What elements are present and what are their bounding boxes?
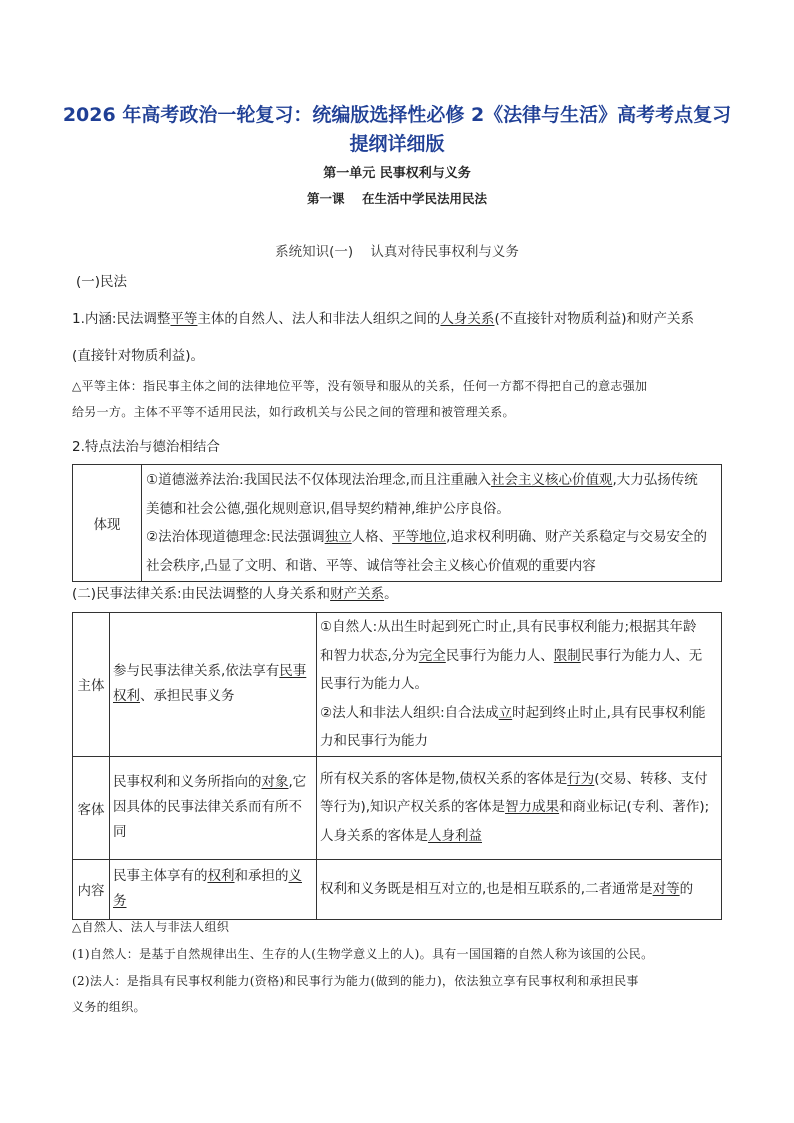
subject-description: 参与民事法律关系,依法享有民事权利、承担民事义务 xyxy=(110,613,317,757)
features-line: ①道德滋养法治:我国民法不仅体现法治理念,而且注重融入社会主义核心价值观,大力弘扬传统 xyxy=(146,472,698,488)
unit-heading: 第一单元 民事权利与义务 xyxy=(323,166,471,181)
lesson-heading: 第一课 在生活中学民法用民法 xyxy=(307,191,487,206)
table-label-embody: 体现 xyxy=(73,465,142,582)
doc-title-line1: 2026 年高考政治一轮复习：统编版选择性必修 2《法律与生活》高考考点复习 xyxy=(62,104,732,126)
civil-relations-table xyxy=(72,612,722,920)
subject-details xyxy=(317,613,722,757)
features-line: 美德和社会公德,强化规则意识,倡导契约精神,维护公序良俗。 xyxy=(146,500,510,517)
note-equal-subject-line1: △平等主体：指民事主体之间的法律地位平等，没有领导和服从的关系，任何一方都不得把自己的意志强加 xyxy=(72,379,648,393)
detail-line: 和智力状态,分为完全民事行为能力人、限制民事行为能力人、无 xyxy=(320,647,703,664)
paragraph-definition: 1.内涵:民法调整平等主体的自然人、法人和非法人组织之间的人身关系(不直接针对物质利益)和财产关系 xyxy=(72,311,694,327)
note-legal-person: (2)法人：是指具有民事权利能力(资格)和民事行为能力(做到的能力)，依法独立享有民事权利和承担民事 xyxy=(72,974,639,988)
section-civil-relations: (二)民事法律关系:由民法调整的人身关系和财产关系。 xyxy=(72,586,398,602)
detail-line: ①自然人:从出生时起到死亡时止,具有民事权利能力;根据其年龄 xyxy=(320,619,697,635)
object-description: 民事权利和义务所指向的对象,它因具体的民事法律关系而有所不同 xyxy=(110,756,317,859)
note-equal-subject-line2: 给另一方。主体不平等不适用民法，如行政机关与公民之间的管理和被管理关系。 xyxy=(72,405,515,419)
detail-line: 人身关系的客体是人身利益 xyxy=(320,827,482,844)
note-legal-person-cont: 义务的组织。 xyxy=(72,1000,146,1014)
note-natural-person: (1)自然人：是基于自然规律出生、生存的人(生物学意义上的人)。具有一国国籍的自然人称为该国的公民。 xyxy=(72,947,654,961)
section-civil-law: (一)民法 xyxy=(76,274,128,290)
row-label-content: 内容 xyxy=(73,859,110,919)
detail-line: 民事行为能力人。 xyxy=(320,676,428,692)
detail-line: ②法人和非法人组织:自合法成立时起到终止时止,具有民事权利能 xyxy=(320,704,706,721)
content-details: 权利和义务既是相互对立的,也是相互联系的,二者通常是对等的 xyxy=(317,859,722,919)
object-details xyxy=(317,756,722,859)
detail-line: 力和民事行为能力 xyxy=(320,733,428,749)
paragraph-features: 2.特点法治与德治相结合 xyxy=(72,439,220,455)
content-description: 民事主体享有的权利和承担的义务 xyxy=(110,859,317,919)
detail-line: 等行为),知识产权关系的客体是智力成果和商业标记(专利、著作); xyxy=(320,799,710,816)
features-line: 社会秩序,凸显了文明、和谐、平等、诚信等社会主义核心价值观的重要内容 xyxy=(146,557,596,574)
row-label-subject: 主体 xyxy=(73,613,110,757)
note-persons-heading: △自然人、法人与非法人组织 xyxy=(72,920,230,934)
features-cell xyxy=(142,465,722,582)
doc-title-line2: 提纲详细版 xyxy=(349,133,445,155)
features-table xyxy=(72,464,722,582)
system-heading: 系统知识(一) 认真对待民事权利与义务 xyxy=(275,244,519,260)
row-label-object: 客体 xyxy=(73,756,110,859)
paragraph-definition-cont: (直接针对物质利益)。 xyxy=(72,348,205,364)
detail-line: 所有权关系的客体是物,债权关系的客体是行为(交易、转移、支付 xyxy=(320,770,708,787)
features-line: ②法治体现道德理念:民法强调独立人格、平等地位,追求权利明确、财产关系稳定与交易安全的 xyxy=(146,529,707,545)
